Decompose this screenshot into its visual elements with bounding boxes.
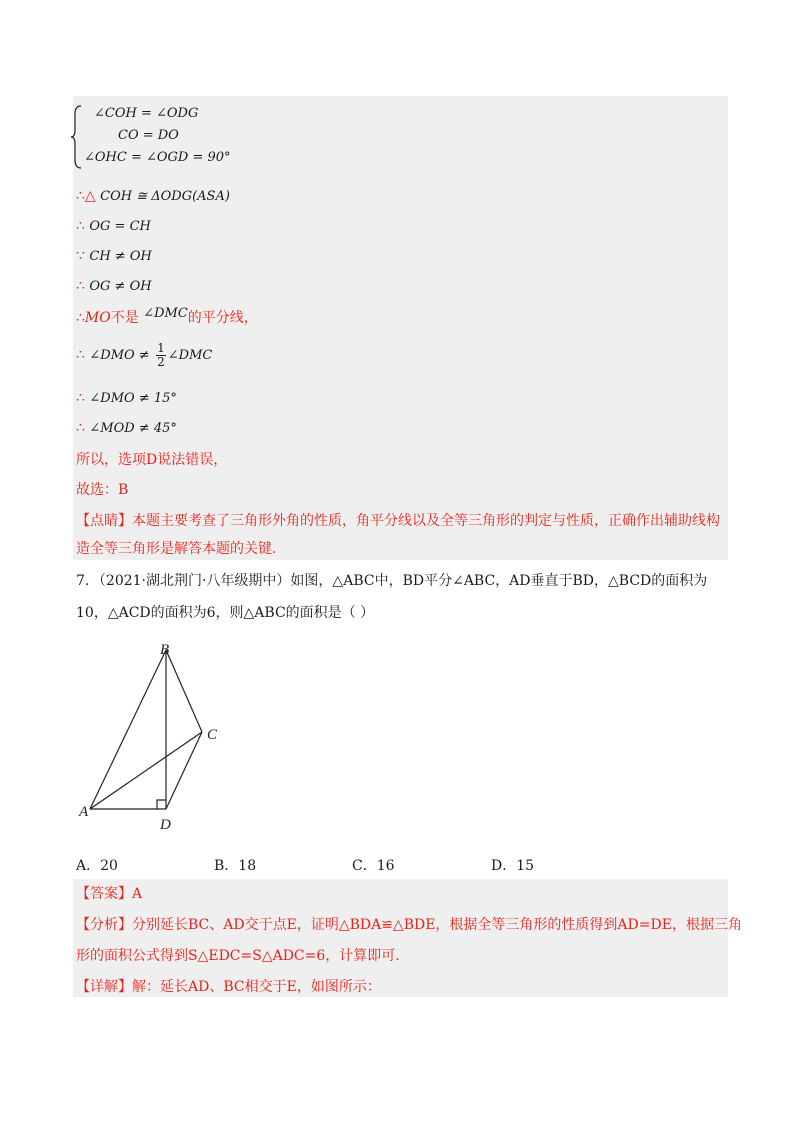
label-c: C: [207, 727, 218, 743]
math-text: ∠MOD ≠ 45°: [89, 421, 177, 436]
math-text: ∠DMO ≠ 15°: [89, 391, 177, 406]
equation-system: [70, 104, 270, 170]
option-b[interactable]: B．18: [214, 858, 257, 874]
proof-line-og-oh: [76, 276, 152, 297]
math-text: OG ≠ OH: [89, 279, 152, 294]
question-line-2: 10，△ACD的面积为6，则△ABC的面积是（ ）: [76, 605, 375, 621]
because-symbol: ∵: [76, 248, 85, 264]
therefore-symbol: ∴△: [76, 188, 96, 204]
segment-cd: [166, 732, 202, 809]
math-text: ∠DMC: [143, 306, 188, 321]
proof-line-ch-oh: [76, 246, 152, 267]
system-line-3: ∠OHC = ∠OGD = 90°: [84, 150, 231, 165]
conclusion-text: 所以，选项D说法错误，: [76, 452, 228, 468]
math-text: ∠DMC: [167, 348, 213, 363]
right-angle-mark: [157, 800, 166, 809]
label-d: D: [160, 817, 171, 833]
left-brace-icon: [70, 104, 84, 170]
detail-line: [76, 977, 381, 997]
answer-value: A: [132, 886, 143, 902]
system-line-2: CO = DO: [118, 128, 179, 143]
analysis-line-2: 形的面积公式得到S△EDC=S△ADC=6，计算即可.: [76, 948, 400, 964]
math-text: OG = CH: [89, 219, 151, 234]
triangle-figure: [76, 638, 246, 838]
segment-ac: [90, 732, 202, 809]
comment-line-1: [76, 511, 720, 531]
analysis-line-1: [76, 915, 742, 935]
system-line-1: ∠COH = ∠ODG: [94, 106, 199, 121]
fraction-numerator: 1: [157, 340, 165, 355]
segment-ab: [90, 650, 166, 809]
fraction-denominator: 2: [157, 354, 165, 369]
detail-tag: 【详解】: [76, 979, 132, 995]
math-text: MO: [84, 310, 111, 326]
therefore-symbol: ∴: [76, 218, 85, 234]
fraction: [156, 342, 166, 369]
therefore-symbol: ∴: [76, 390, 85, 406]
proof-line-congruent: [76, 186, 230, 207]
option-a[interactable]: A．20: [76, 858, 118, 874]
label-b: B: [160, 642, 170, 658]
answer-tag: 【答案】: [76, 886, 132, 902]
choice-text: 故选：B: [76, 482, 129, 498]
therefore-symbol: ∴: [76, 278, 85, 294]
text-fragment: 的平分线，: [187, 310, 258, 326]
comment-tag: 【点睛】: [76, 513, 132, 529]
analysis-text: 分别延长BC、AD交于点E，证明△BDA≌△BDE，根据全等三角形的性质得到AD=DE，根据三角: [132, 917, 742, 933]
detail-text: 解：延长AD、BC相交于E，如图所示：: [132, 979, 381, 995]
comment-text: 本题主要考查了三角形外角的性质，角平分线以及全等三角形的判定与性质，正确作出辅助线构: [132, 513, 720, 529]
question-line-1: 7．（2021·湖北荆门·八年级期中）如图，△ABC中，BD平分∠ABC，AD垂直于BD，△BCD的面积为: [76, 573, 708, 589]
option-d[interactable]: D．15: [491, 858, 535, 874]
proof-line-fraction: [76, 340, 212, 371]
comment-line-2: 造全等三角形是解答本题的关键.: [76, 541, 277, 557]
proof-line-dmo: [76, 388, 177, 409]
proof-line-og-ch: [76, 216, 151, 237]
math-text: COH ≅ ΔODG(ASA): [100, 189, 230, 204]
option-c[interactable]: C．16: [352, 858, 395, 874]
therefore-symbol: ∴: [76, 310, 85, 326]
therefore-symbol: ∴: [76, 420, 85, 436]
therefore-symbol: ∴: [76, 347, 85, 363]
proof-line-mod: [76, 418, 177, 439]
math-text: ∠DMO ≠: [89, 348, 150, 363]
answer-line: [76, 884, 142, 904]
segment-bc: [166, 650, 202, 732]
proof-line-mo-not-bisector: [76, 308, 258, 329]
math-text: CH ≠ OH: [89, 249, 152, 264]
text-fragment: 不是: [110, 310, 139, 326]
analysis-tag: 【分析】: [76, 917, 132, 933]
label-a: A: [79, 804, 89, 820]
